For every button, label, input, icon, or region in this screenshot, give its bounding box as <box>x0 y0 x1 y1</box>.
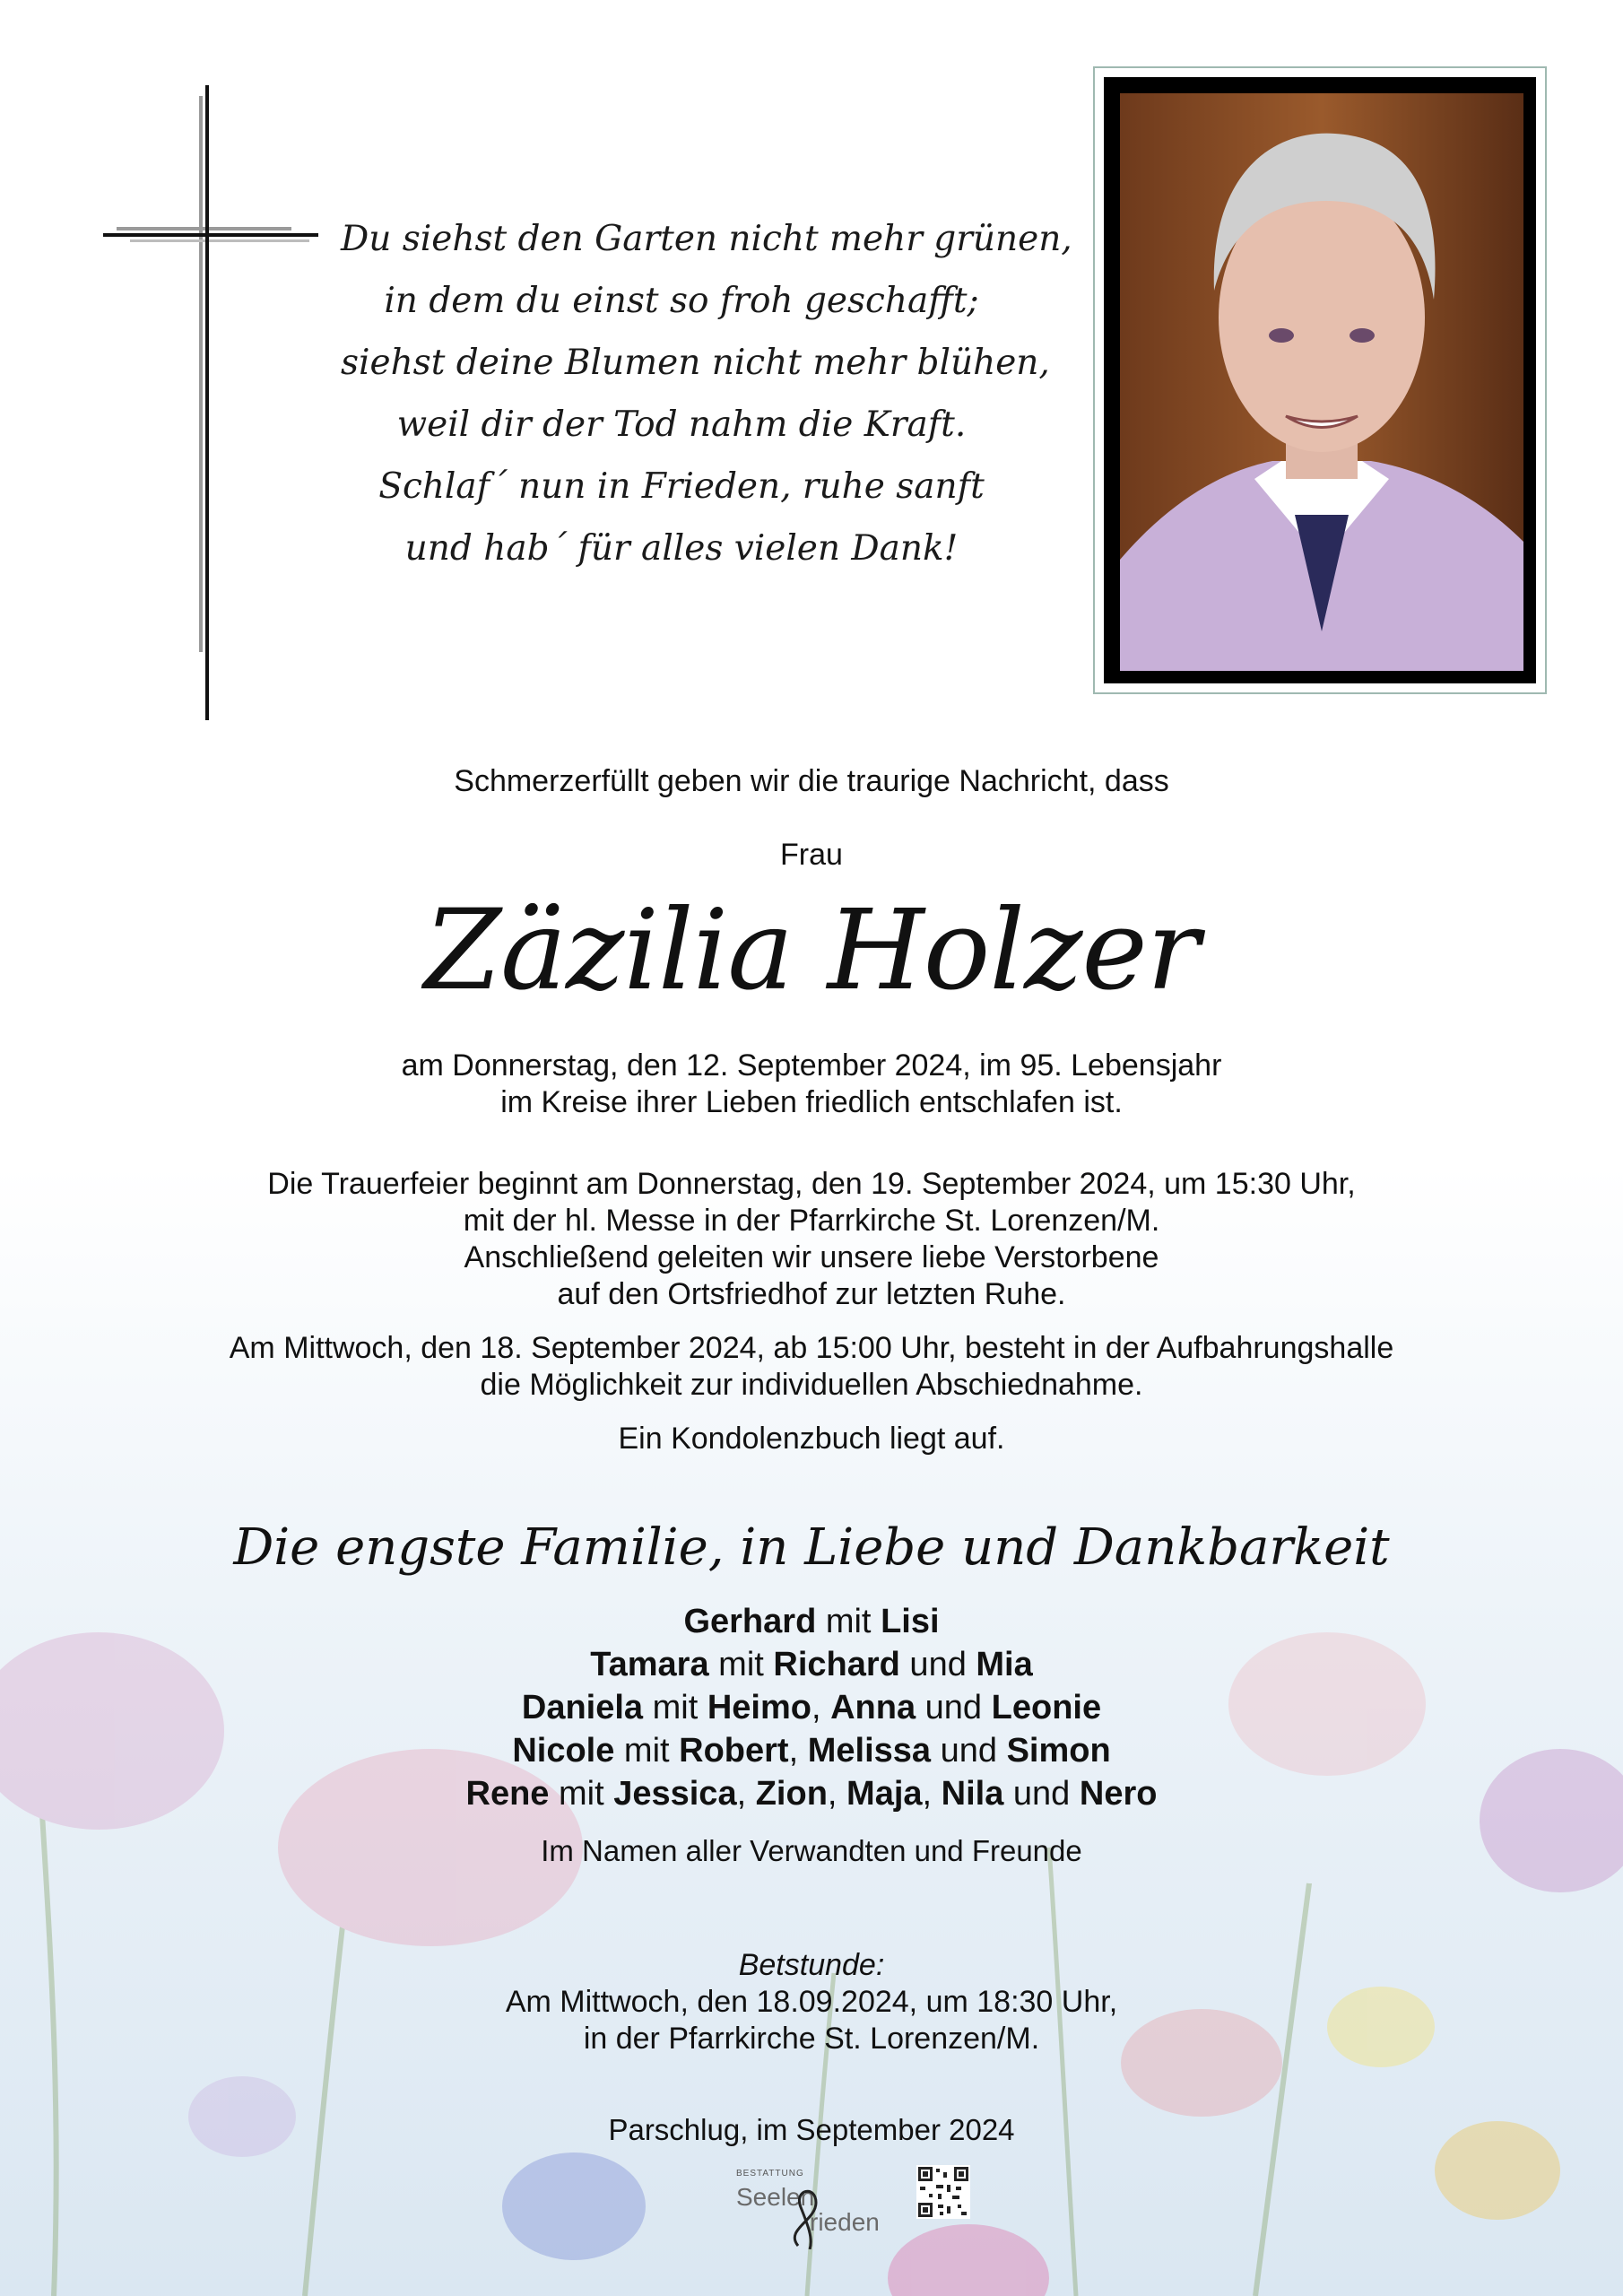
prayer-hour-line: Am Mittwoch, den 18.09.2024, um 18:30 Uhr, <box>505 1985 1118 2019</box>
connector: und <box>916 1689 992 1726</box>
member-name: Nicole <box>512 1732 615 1770</box>
connector: mit <box>708 1646 774 1683</box>
funeral-line: Anschließend geleiten wir unsere liebe Verstorbene <box>464 1240 1159 1274</box>
connector: und <box>931 1732 1007 1770</box>
prayer-hour <box>0 1947 1623 2057</box>
portrait-mat <box>1104 77 1536 683</box>
member-name: Heimo <box>707 1689 812 1726</box>
member-name: Gerhard <box>683 1603 817 1640</box>
member-name: Maja <box>846 1775 923 1813</box>
member-name: Rene <box>465 1775 550 1813</box>
cross-icon <box>99 85 323 722</box>
member-name: Daniela <box>521 1689 644 1726</box>
poem-line: in dem du einst so froh geschafft; <box>384 281 979 321</box>
connector: und <box>1003 1775 1080 1813</box>
connector: mit <box>614 1732 680 1770</box>
connector: , <box>811 1689 831 1726</box>
family-member-line <box>0 1643 1623 1686</box>
poem <box>341 208 1072 579</box>
poem-line: und hab´ für alles vielen Dank! <box>404 528 959 569</box>
member-name: Zion <box>755 1775 828 1813</box>
member-name: Melissa <box>807 1732 932 1770</box>
logo-small-text: BESTATTUNG <box>736 2169 804 2179</box>
viewing-info <box>0 1330 1623 1404</box>
connector: , <box>788 1732 808 1770</box>
member-name: Richard <box>773 1646 900 1683</box>
connector: mit <box>549 1775 614 1813</box>
prayer-hour-label: Betstunde: <box>738 1948 885 1982</box>
member-name: Simon <box>1006 1732 1111 1770</box>
death-notice-line: am Donnerstag, den 12. September 2024, im 95. Lebensjahr <box>401 1048 1222 1083</box>
logo-word-1: Seelen <box>736 2183 815 2211</box>
poem-line: Du siehst den Garten nicht mehr grünen, <box>341 219 1072 259</box>
death-notice <box>0 1048 1623 1121</box>
family-members <box>0 1600 1623 1815</box>
poem-line: weil dir der Tod nahm die Kraft. <box>396 404 967 445</box>
member-name: Mia <box>976 1646 1033 1683</box>
connector: und <box>899 1646 976 1683</box>
funeral-line: mit der hl. Messe in der Pfarrkirche St. Lorenzen/M. <box>463 1204 1160 1238</box>
connector: mit <box>816 1603 881 1640</box>
member-name: Anna <box>830 1689 916 1726</box>
qr-code-icon <box>916 2165 970 2219</box>
family-member-line <box>0 1729 1623 1772</box>
funeral-line: auf den Ortsfriedhof zur letzten Ruhe. <box>557 1277 1066 1311</box>
member-name: Leonie <box>991 1689 1102 1726</box>
deceased-name: Zäzilia Holzer <box>423 886 1200 1015</box>
family-member-line <box>0 1600 1623 1643</box>
member-name: Jessica <box>613 1775 737 1813</box>
funeral-info <box>0 1166 1623 1313</box>
member-name: Nero <box>1079 1775 1158 1813</box>
funeral-home-logo <box>731 2167 901 2249</box>
family-member-line <box>0 1686 1623 1729</box>
member-name: Robert <box>679 1732 789 1770</box>
prayer-hour-line: in der Pfarrkirche St. Lorenzen/M. <box>583 2022 1040 2056</box>
viewing-line: Am Mittwoch, den 18. September 2024, ab 15:00 Uhr, besteht in der Aufbahrungshalle <box>229 1331 1394 1365</box>
funeral-line: Die Trauerfeier beginnt am Donnerstag, den 19. September 2024, um 15:30 Uhr, <box>267 1167 1356 1201</box>
family-member-line <box>0 1772 1623 1815</box>
connector: , <box>922 1775 942 1813</box>
connector: , <box>827 1775 847 1813</box>
on-behalf-text: Im Namen aller Verwandten und Freunde <box>541 1834 1082 1867</box>
condolence-note: Ein Kondolenzbuch liegt auf. <box>618 1422 1005 1456</box>
death-notice-line: im Kreise ihrer Lieben friedlich entschlafen ist. <box>500 1085 1123 1119</box>
poem-line: Schlaf´ nun in Frieden, ruhe sanft <box>378 466 985 507</box>
member-name: Lisi <box>881 1603 940 1640</box>
poem-line: siehst deine Blumen nicht mehr blühen, <box>341 343 1050 383</box>
family-heading: Die engste Familie, in Liebe und Dankbarkeit <box>233 1518 1390 1577</box>
member-name: Nila <box>941 1775 1004 1813</box>
salutation: Frau <box>780 838 843 872</box>
connector: mit <box>643 1689 707 1726</box>
place-date: Parschlug, im September 2024 <box>608 2113 1015 2146</box>
member-name: Tamara <box>590 1646 709 1683</box>
portrait-frame <box>1093 66 1547 694</box>
viewing-line: die Möglichkeit zur individuellen Abschiednahme. <box>480 1368 1143 1402</box>
intro-text: Schmerzerfüllt geben wir die traurige Nachricht, dass <box>454 764 1169 798</box>
portrait-photo <box>1120 93 1523 671</box>
logo-word-2: rieden <box>810 2208 880 2236</box>
connector: , <box>736 1775 756 1813</box>
